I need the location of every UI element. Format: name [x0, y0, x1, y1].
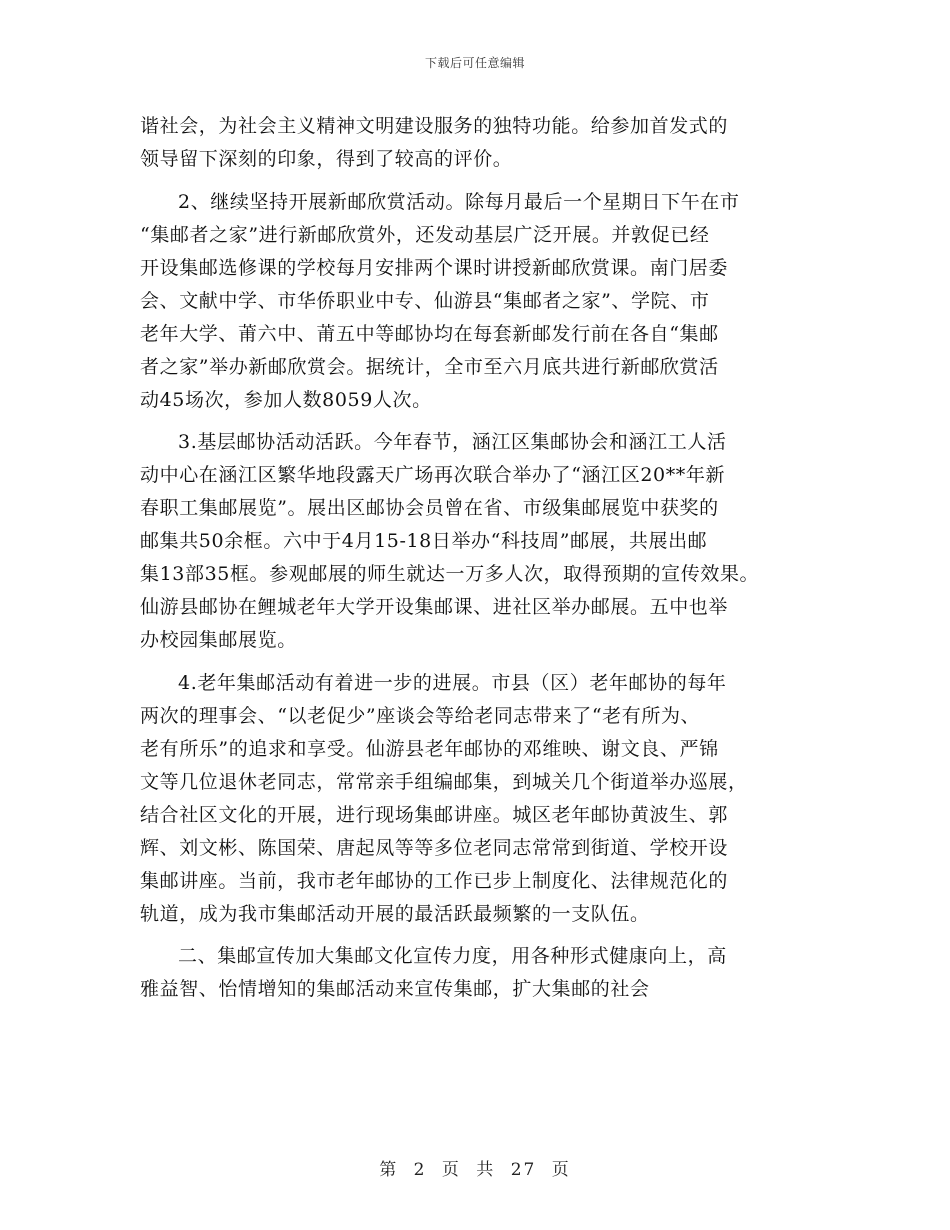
text-line: 会、文献中学、市华侨职业中专、仙游县“集邮者之家”、学院、市 [140, 289, 710, 312]
text-line: 动45场次，参加人数8059人次。 [140, 388, 432, 411]
paragraph [140, 426, 810, 657]
page-header: 下载后可任意编辑 [424, 56, 525, 70]
text-line: 仙游县邮协在鲤城老年大学开设集邮课、进社区举办邮展。五中也举 [140, 596, 729, 619]
text-line: 4.老年集邮活动有着进一步的进展。市县（区）老年邮协的每年 [178, 671, 727, 694]
page-footer: 第 2 页 共 27 页 [379, 1160, 571, 1180]
text-line: 二、集邮宣传加大集邮文化宣传力度，用各种形式健康向上，高 [178, 945, 727, 968]
text-line: 春职工集邮展览”。展出区邮协会员曾在省、市级集邮展览中获奖的 [140, 497, 719, 520]
paragraph [140, 186, 810, 417]
text-line: 两次的理事会、“以老促少”座谈会等给老同志带来了“老有所为、 [140, 704, 701, 727]
text-line: 轨道，成为我市集邮活动开展的最活跃最频繁的一支队伍。 [140, 902, 650, 925]
paragraph-gap [140, 176, 810, 186]
text-line: 邮集共50余框。六中于4月15-18日举办“科技周”邮展，共展出邮 [140, 530, 708, 553]
text-line: “集邮者之家”进行新邮欣赏外，还发动基层广泛开展。并敦促已经 [140, 223, 710, 246]
text-line: 办校园集邮展览。 [140, 629, 297, 652]
text-line: 辉、刘文彬、陈国荣、唐起凤等等多位老同志常常到街道、学校开设 [140, 836, 729, 859]
text-line: 集13部35框。参观邮展的师生就达一万多人次，取得预期的宣传效果。 [140, 563, 760, 586]
paragraph [140, 940, 810, 1006]
text-line: 领导留下深刻的印象，得到了较高的评价。 [140, 148, 513, 170]
text-line: 雅益智、怡情增知的集邮活动来宣传集邮，扩大集邮的社会 [140, 978, 650, 1001]
text-line: 开设集邮选修课的学校每月安排两个课时讲授新邮欣赏课。南门居委 [140, 256, 729, 279]
text-line: 文等几位退休老同志，常常亲手组编邮集，到城关几个街道举办巡展， [140, 770, 748, 793]
paragraph [140, 667, 810, 931]
text-line: 老有所乐”的追求和享受。仙游县老年邮协的邓维映、谢文良、严锦 [140, 737, 719, 760]
document-body [140, 110, 810, 1006]
text-line: 动中心在涵江区繁华地段露天广场再次联合举办了“涵江区20**年新 [140, 464, 726, 487]
text-line: 集邮讲座。当前，我市老年邮协的工作已步上制度化、法律规范化的 [140, 869, 729, 892]
text-line: 谐社会，为社会主义精神文明建设服务的独特功能。给参加首发式的 [140, 115, 729, 137]
text-line: 结合社区文化的开展，进行现场集邮讲座。城区老年邮协黄波生、郭 [140, 803, 729, 826]
text-line: 3.基层邮协活动活跃。今年春节，涵江区集邮协会和涵江工人活 [178, 431, 727, 454]
text-line: 2、继续坚持开展新邮欣赏活动。除每月最后一个星期日下午在市 [178, 190, 740, 213]
paragraph-gap [140, 657, 810, 667]
paragraph-gap [140, 931, 810, 941]
paragraph-gap [140, 417, 810, 427]
paragraph [140, 110, 810, 176]
text-line: 老年大学、莆六中、莆五中等邮协均在每套新邮发行前在各自“集邮 [140, 322, 719, 345]
text-line: 者之家”举办新邮欣赏会。据统计，全市至六月底共进行新邮欣赏活 [140, 355, 719, 378]
